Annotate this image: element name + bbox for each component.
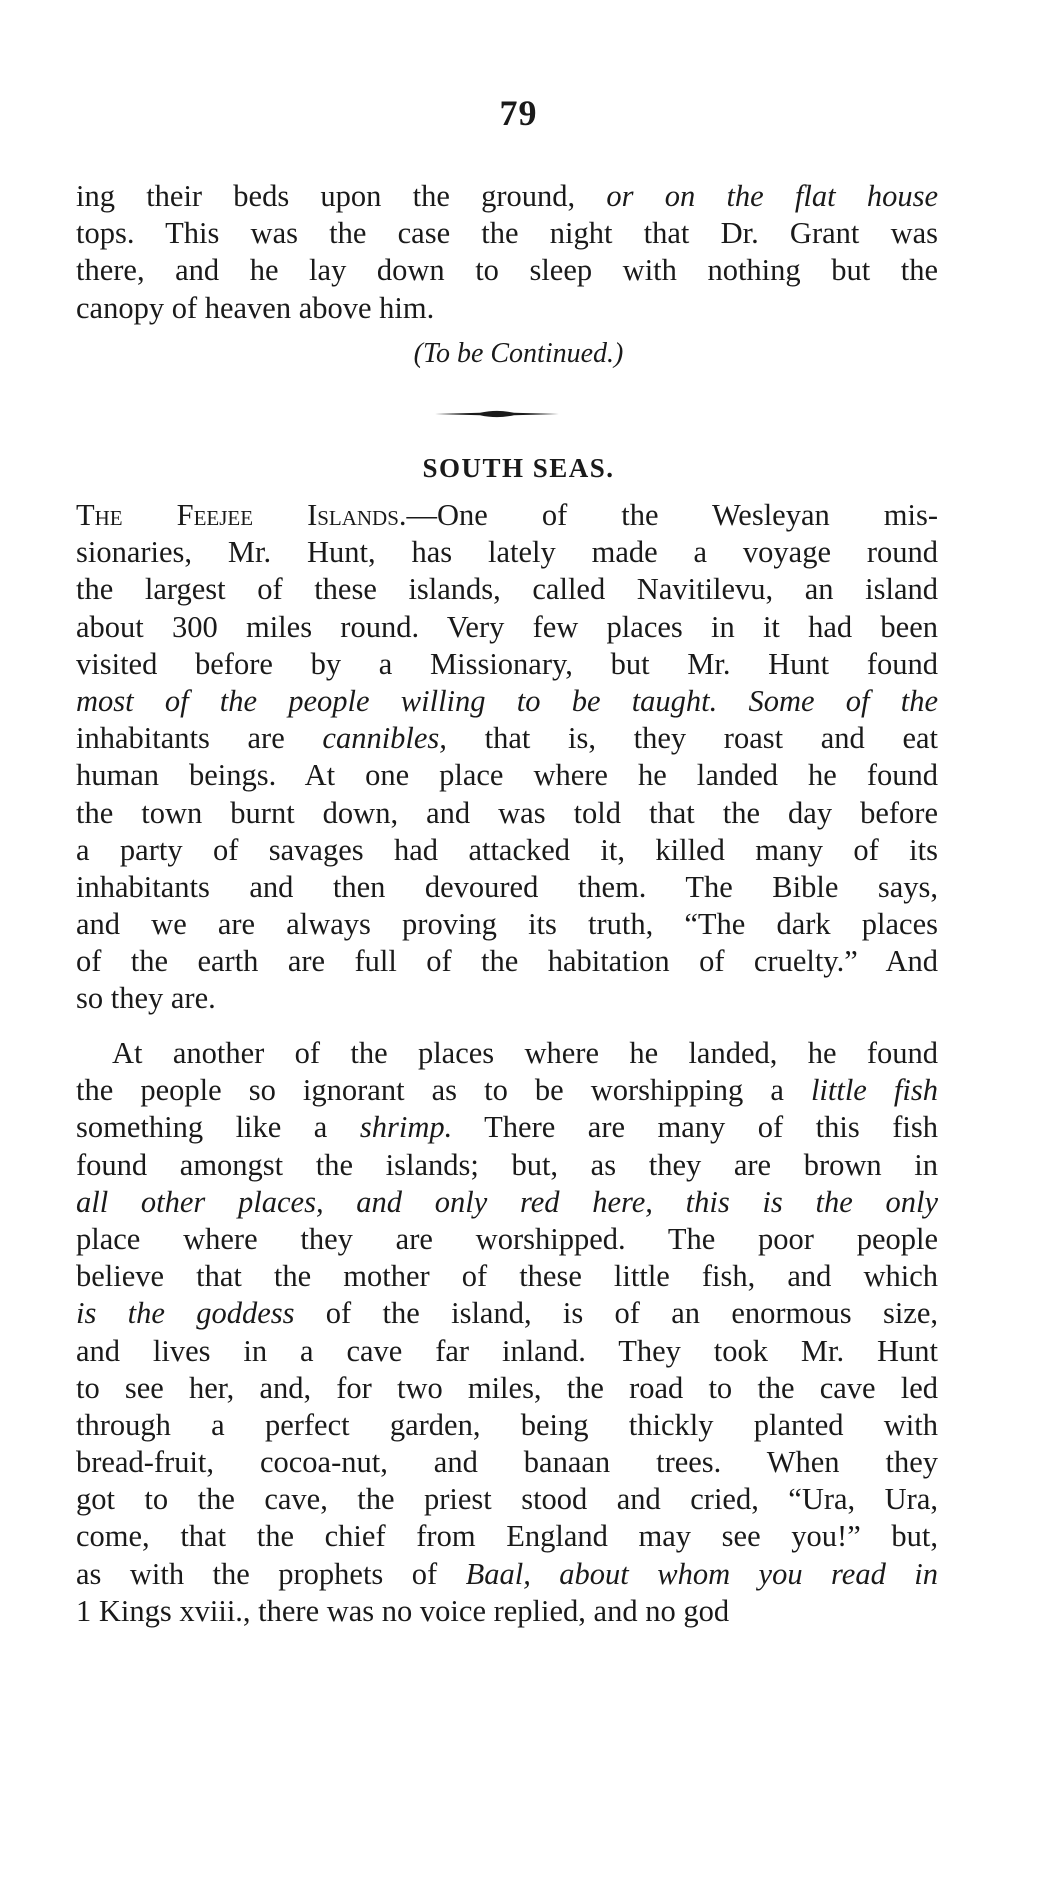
text-line: inhabitants and then devoured them. The Bible says, [76, 869, 938, 904]
text-line: the town burnt down, and was told that the day before [76, 795, 938, 830]
text-line: sionaries, Mr. Hunt, has lately made a voyage round [76, 535, 938, 570]
text-line: human beings. At one place where he landed he found [76, 758, 938, 793]
page-number: 79 [499, 93, 538, 133]
text-line: place where they are worshipped. The poor people [76, 1221, 938, 1256]
text-line: and lives in a cave far inland. They took Mr. Hunt [76, 1333, 938, 1368]
text-line: to see her, and, for two miles, the road to the cave led [76, 1370, 938, 1405]
text-line: ing their beds upon the ground, or on the flat house [76, 179, 938, 213]
continued-note: (To be Continued.) [413, 338, 624, 369]
text-line: is the goddess of the island, is of an enormous size, [76, 1296, 938, 1331]
text-line: got to the cave, the priest stood and cried, “Ura, Ura, [76, 1482, 938, 1517]
text-line: inhabitants are cannibles, that is, they roast and eat [76, 721, 938, 756]
text-line: through a perfect garden, being thickly planted with [76, 1407, 938, 1442]
text-line: At another of the places where he landed, he found [112, 1036, 938, 1070]
text-line: and we are always proving its truth, “The dark places [76, 907, 938, 942]
text-line: the people so ignorant as to be worshipping a little fish [76, 1073, 938, 1108]
text-line: about 300 miles round. Very few places in it had been [76, 609, 938, 644]
text-line: found amongst the islands; but, as they are brown in [76, 1147, 938, 1182]
text-line: as with the prophets of Baal, about whom you read in [76, 1556, 938, 1591]
text-line: come, that the chief from England may see you!” but, [76, 1519, 938, 1554]
text-line: of the earth are full of the habitation of cruelty.” And [76, 944, 938, 979]
intro-paragraph [76, 178, 938, 327]
text-line: a party of savages had attacked it, killed many of its [76, 832, 938, 867]
text-line: all other places, and only red here, this is the only [76, 1184, 938, 1219]
text-line: so they are. [76, 981, 216, 1016]
text-line: most of the people willing to be taught. Some of the [76, 683, 938, 718]
text-line: something like a shrimp. There are many of this fish [76, 1110, 939, 1145]
text-line: believe that the mother of these little fish, and which [76, 1259, 938, 1294]
text-line: there, and he lay down to sleep with nothing but the [76, 253, 938, 288]
text-line: bread-fruit, cocoa-nut, and banaan trees. When they [76, 1445, 938, 1480]
text-line: canopy of heaven above him. [76, 290, 435, 325]
text-line: tops. This was the case the night that Dr. Grant was [76, 216, 938, 251]
paragraph-feejee-islands [76, 497, 938, 1018]
paragraph-fish-worship [76, 1035, 938, 1630]
text-line: The Feejee Islands.—One of the Wesleyan mis- [76, 498, 938, 532]
text-line: the largest of these islands, called Navitilevu, an island [76, 572, 938, 607]
section-heading: SOUTH SEAS. [422, 453, 615, 483]
ornamental-divider [435, 409, 559, 419]
text-line: visited before by a Missionary, but Mr. Hunt found [76, 646, 938, 681]
text-line: 1 Kings xviii., there was no voice replied, and no god [76, 1593, 730, 1628]
